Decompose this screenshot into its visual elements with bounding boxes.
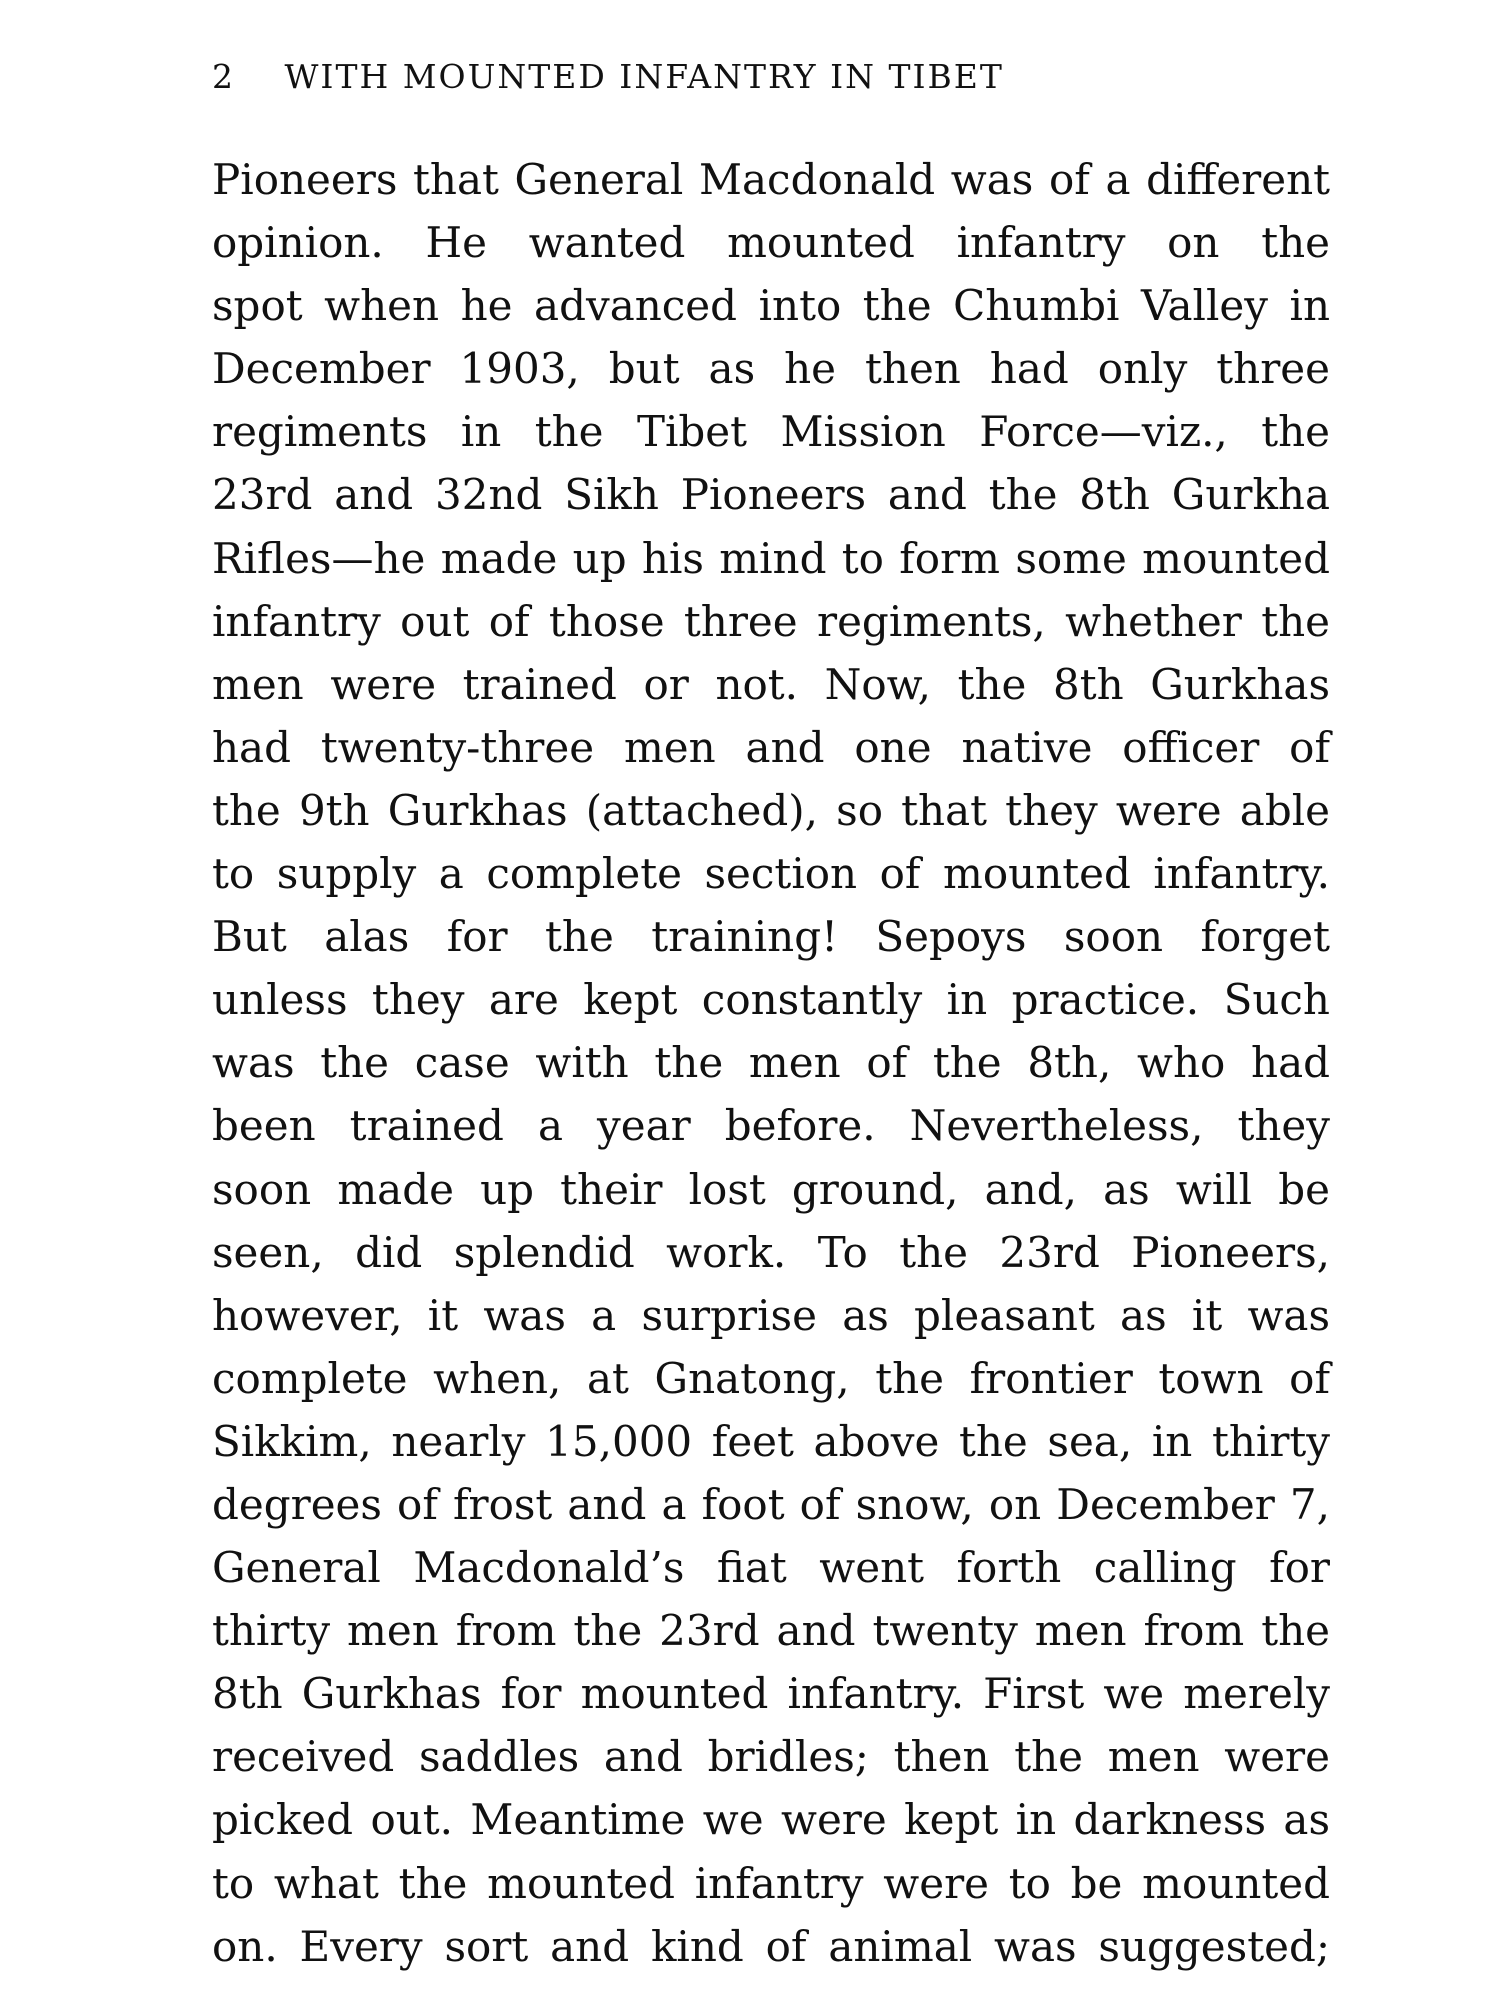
text-line: thirty men from the 23rd and twenty men from the <box>212 1606 1330 1656</box>
text-line: unless they are kept constantly in practice. Such <box>212 975 1330 1025</box>
text-line: Sikkim, nearly 15,000 feet above the sea, in thirty <box>212 1416 1330 1466</box>
text-line: December 1903, but as he then had only three <box>212 344 1330 394</box>
text-line: 23rd and 32nd Sikh Pioneers and the 8th Gurkha <box>212 470 1330 520</box>
text-line: received saddles and bridles; then the men were <box>212 1732 1330 1782</box>
running-head <box>212 52 1332 102</box>
text-line: Pioneers that General Macdonald was of a different <box>212 155 1330 204</box>
text-line: seen, did splendid work. To the 23rd Pioneers, <box>212 1227 1330 1277</box>
text-line: infantry out of those three regiments, whether the <box>212 596 1330 646</box>
text-line: however, it was a surprise as pleasant as it was <box>212 1290 1330 1340</box>
text-line: been trained a year before. Nevertheless, they <box>212 1101 1330 1151</box>
text-line: the 9th Gurkhas (attached), so that they were able <box>212 785 1330 835</box>
body-text <box>212 148 1330 1978</box>
text-line: soon made up their lost ground, and, as will be <box>212 1164 1330 1214</box>
text-line: complete when, at Gnatong, the frontier town of <box>212 1353 1330 1403</box>
text-line: 8th Gurkhas for mounted infantry. First we merely <box>212 1669 1330 1719</box>
text-line: General Macdonald’s fiat went forth calling for <box>212 1543 1330 1593</box>
text-line: degrees of frost and a foot of snow, on December 7, <box>212 1479 1330 1529</box>
text-line: was the case with the men of the 8th, who had <box>212 1038 1330 1088</box>
page-number: 2 <box>212 57 235 96</box>
text-line: But alas for the training! Sepoys soon forget <box>212 912 1330 962</box>
text-line: opinion. He wanted mounted infantry on the <box>212 218 1330 268</box>
running-title: WITH MOUNTED INFANTRY IN TIBET <box>284 57 1004 96</box>
text-line: picked out. Meantime we were kept in darkness as <box>212 1795 1330 1845</box>
text-line: to supply a complete section of mounted infantry. <box>212 849 1330 899</box>
text-line: to what the mounted infantry were to be mounted <box>212 1858 1330 1908</box>
text-line: on. Every sort and kind of animal was suggested; <box>212 1921 1330 1971</box>
text-line: had twenty-three men and one native officer of <box>212 722 1330 772</box>
text-line: regiments in the Tibet Mission Force—viz., the <box>212 407 1330 457</box>
text-line: Rifles—he made up his mind to form some mounted <box>212 533 1330 583</box>
text-line: spot when he advanced into the Chumbi Valley in <box>212 281 1330 331</box>
text-line: men were trained or not. Now, the 8th Gurkhas <box>212 659 1330 709</box>
